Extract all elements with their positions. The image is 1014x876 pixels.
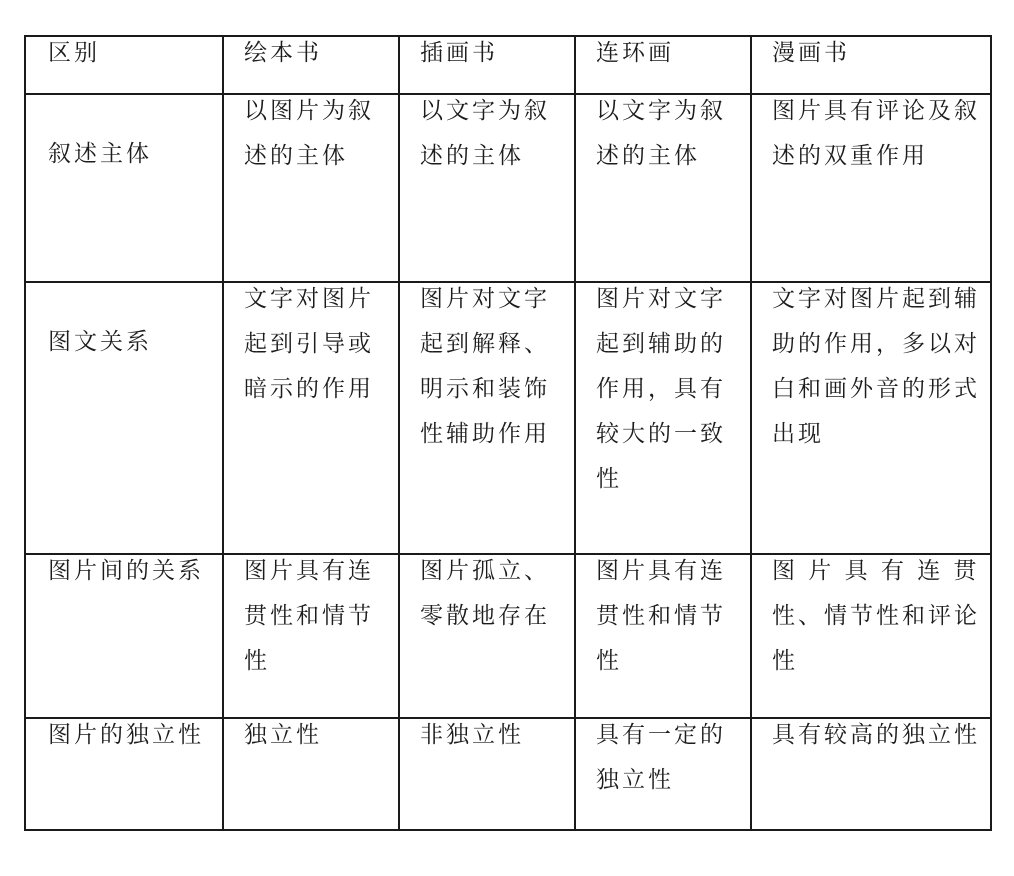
- table-cell: 图片孤立、零散地存在: [399, 554, 575, 718]
- table-cell: 具有一定的独立性: [575, 718, 751, 830]
- header-cell-distinction: 区别: [25, 36, 223, 94]
- row-label-text-image-relation: 图文关系: [25, 282, 223, 554]
- table-row: [25, 94, 991, 282]
- row-label-narrative-subject: 叙述主体: [25, 94, 223, 282]
- header-cell-picture-book: 绘本书: [223, 36, 399, 94]
- table-row: [25, 718, 991, 830]
- table-cell: 具有较高的独立性: [751, 718, 991, 830]
- header-cell-comic-strip: 连环画: [575, 36, 751, 94]
- row-label-image-independence: 图片的独立性: [25, 718, 223, 830]
- table-cell: 独立性: [223, 718, 399, 830]
- header-cell-comic-book: 漫画书: [751, 36, 991, 94]
- table-cell: 图片对文字起到解释、明示和装饰性辅助作用: [399, 282, 575, 554]
- table-cell: 图片具有连贯性和情节性: [575, 554, 751, 718]
- table-cell: 以文字为叙述的主体: [399, 94, 575, 282]
- comparison-table: [24, 35, 992, 831]
- table-cell: 图片具有连贯性和情节性: [223, 554, 399, 718]
- table-cell: 图片具有评论及叙述的双重作用: [751, 94, 991, 282]
- table-cell: 文字对图片起到引导或暗示的作用: [223, 282, 399, 554]
- table-cell: 文字对图片起到辅助的作用，多以对白和画外音的形式出现: [751, 282, 991, 554]
- table-cell: 图片对文字起到辅助的作用，具有较大的一致性: [575, 282, 751, 554]
- table-row: [25, 554, 991, 718]
- table-cell: 图 片 具 有 连 贯性、情节性和评论性: [751, 554, 991, 718]
- row-label-inter-image-relation: 图片间的关系: [25, 554, 223, 718]
- table-cell: 非独立性: [399, 718, 575, 830]
- header-cell-illustrated-book: 插画书: [399, 36, 575, 94]
- header-row: [25, 36, 991, 94]
- table-row: [25, 282, 991, 554]
- table-cell: 以文字为叙述的主体: [575, 94, 751, 282]
- table-cell: 以图片为叙述的主体: [223, 94, 399, 282]
